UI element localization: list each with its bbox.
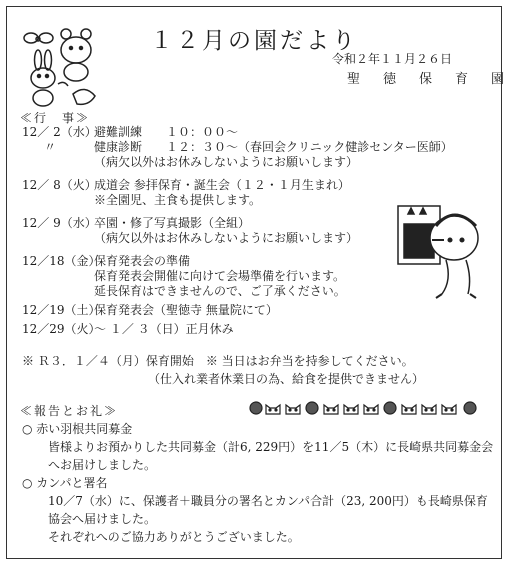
event-text: 成道会 参拝保育・誕生会（１２・１月生まれ） (94, 178, 350, 192)
event-date: 〃 (44, 140, 57, 154)
event-text: 健康診断 １２：３０～（春回会クリニック健診センター医師） (94, 140, 453, 154)
event-text: 延長保育はできませんので、ご了承ください。 (94, 284, 346, 298)
events-heading: ≪行 事≫ (20, 111, 91, 125)
event-text: 卒園・修了写真撮影（全組） (94, 216, 251, 230)
event-row (22, 125, 453, 140)
page-title: １２月の園だより (150, 28, 358, 54)
event-text: ～ １／ ３（日）正月休み (94, 322, 234, 336)
event-text: ※全園児、主食も提供します。 (94, 193, 262, 207)
event-text: （病欠以外はお休みしないようにお願いします） (94, 155, 359, 169)
organization-name: 聖 徳 保 育 園 (347, 72, 510, 87)
event-row (22, 178, 453, 193)
issue-date: 令和２年１１月２６日 (332, 52, 453, 66)
event-row (22, 269, 453, 284)
report-line: へお届けしました。 (48, 458, 157, 472)
report-line: 10／7（水）に、保護者＋職員分の署名とカンパ合計（23, 200円）も長崎県保育 (48, 494, 488, 508)
event-row (22, 322, 453, 337)
report-line: それぞれへのご協力ありがとうございました。 (48, 530, 300, 544)
report-line: 皆様よりお預かりした共同募金（計6, 229円）を11／5（木）に長崎県共同募金会 (48, 440, 494, 454)
event-row (22, 231, 453, 246)
report-heading: ≪報告とお礼≫ (20, 404, 119, 418)
event-date: 12／18（金） (22, 254, 101, 268)
event-text: 保育発表会開催に向けて会場準備を行います。 (94, 269, 346, 283)
events-list (22, 125, 453, 337)
event-row (22, 284, 453, 299)
animals-illustration-icon (18, 24, 108, 110)
report-line: 協会へ届けました。 (48, 512, 157, 526)
event-row (22, 216, 453, 231)
notice-line: ※ Ｒ３．１／４（月）保育開始 ※ 当日はお弁当を持参してください。 (22, 354, 414, 368)
event-text: 保育発表会の準備 (94, 254, 191, 268)
event-date: 12／29（火） (22, 322, 101, 336)
event-row (22, 303, 453, 318)
event-date: 12／ 2（水） (22, 125, 97, 139)
event-date: 12／ 9（水） (22, 216, 97, 230)
event-text: （病欠以外はお休みしないようにお願いします） (94, 231, 359, 245)
event-date: 12／ 8（火） (22, 178, 97, 192)
report-list (22, 420, 493, 546)
report-title: ○ 赤い羽根共同募金 (22, 422, 133, 436)
child-calendar-illustration-icon (392, 196, 492, 300)
event-text: 保育発表会（聖徳寺 無量院にて） (94, 303, 278, 317)
event-row (22, 140, 453, 155)
cats-yarn-border-icon (248, 398, 480, 418)
report-title: ○ カンパと署名 (22, 476, 108, 490)
event-row (22, 254, 453, 269)
event-text: 避難訓練 １０：００～ (94, 125, 239, 139)
event-date: 12／19（土） (22, 303, 101, 317)
notice-line: （仕入れ業者休業日の為、給食を提供できません） (148, 372, 425, 386)
event-row (22, 155, 453, 170)
event-row (22, 193, 453, 208)
